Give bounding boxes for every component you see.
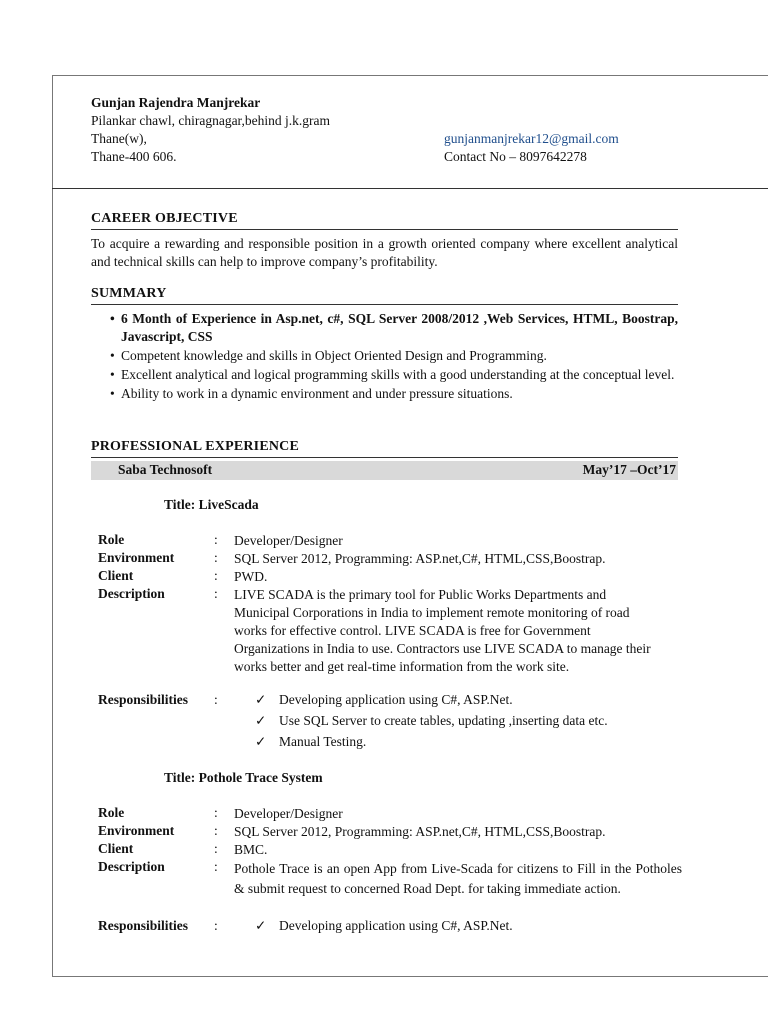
company-bar bbox=[91, 461, 678, 480]
colon: : bbox=[214, 692, 218, 707]
summary-item: • 6 Month of Experience in Asp.net, c#, SQL Server 2008/2012 ,Web Services, HTML, Boostrap, Javascript, CSS bbox=[110, 311, 678, 344]
responsibilities-label: Responsibilities bbox=[98, 692, 189, 707]
summary-list bbox=[91, 310, 678, 404]
summary-item: • Competent knowledge and skills in Object Oriented Design and Programming. bbox=[110, 348, 547, 363]
colon: : bbox=[214, 550, 218, 565]
header-divider bbox=[52, 188, 768, 189]
role-label: Role bbox=[98, 532, 125, 547]
colon: : bbox=[214, 859, 218, 874]
colon: : bbox=[214, 568, 218, 583]
check-icon: ✓ bbox=[255, 918, 267, 933]
company-name: Saba Technosoft bbox=[118, 462, 213, 477]
role-label: Role bbox=[98, 805, 125, 820]
responsibility-item: ✓ Use SQL Server to create tables, updating ,inserting data etc. bbox=[255, 713, 608, 728]
client-value: BMC. bbox=[234, 842, 268, 857]
bullet-icon: • bbox=[110, 311, 115, 326]
project-title: Title: LiveScada bbox=[164, 497, 259, 512]
bullet-icon: • bbox=[110, 367, 115, 382]
colon: : bbox=[214, 805, 218, 820]
summary-heading: SUMMARY bbox=[91, 286, 167, 301]
client-value: PWD. bbox=[234, 569, 268, 584]
role-value: Developer/Designer bbox=[234, 533, 343, 548]
bullet-icon: • bbox=[110, 348, 115, 363]
colon: : bbox=[214, 532, 218, 547]
environment-value: SQL Server 2012, Programming: ASP.net,C#, HTML,CSS,Boostrap. bbox=[234, 551, 606, 566]
address-line-2: Thane(w), bbox=[91, 131, 147, 146]
description-label: Description bbox=[98, 586, 165, 601]
address-line-1: Pilankar chawl, chiragnagar,behind j.k.gram bbox=[91, 113, 330, 128]
responsibility-item: ✓ Developing application using C#, ASP.Net. bbox=[255, 918, 513, 933]
environment-label: Environment bbox=[98, 550, 175, 565]
colon: : bbox=[214, 586, 218, 601]
description-value: LIVE SCADA is the primary tool for Public Works Departments and Municipal Corporations in India to implement remote monitoring of road works for effective control. LIVE SCADA is free for Government Organizations in India to use. Contractors use LIVE SCADA to manage their works better and get real-time information from the work site. bbox=[234, 587, 651, 674]
summary-item: • Excellent analytical and logical programming skills with a good understanding at the conceptual level. bbox=[110, 367, 675, 382]
description-value: Pothole Trace is an open App from Live-Scada for citizens to Fill in the Potholes & submit request to concerned Road Dept. for taking immediate action. bbox=[234, 861, 682, 896]
experience-heading: PROFESSIONAL EXPERIENCE bbox=[91, 439, 300, 454]
client-label: Client bbox=[98, 841, 134, 856]
summary-item: • Ability to work in a dynamic environment and under pressure situations. bbox=[110, 386, 513, 401]
environment-value: SQL Server 2012, Programming: ASP.net,C#, HTML,CSS,Boostrap. bbox=[234, 824, 606, 839]
career-objective-heading: CAREER OBJECTIVE bbox=[91, 211, 238, 226]
check-icon: ✓ bbox=[255, 713, 267, 728]
responsibility-item: ✓ Manual Testing. bbox=[255, 734, 367, 749]
bullet-icon: • bbox=[110, 386, 115, 401]
contact-number: Contact No – 8097642278 bbox=[444, 149, 587, 164]
responsibility-item: ✓ Developing application using C#, ASP.Net. bbox=[255, 692, 513, 707]
company-period: May’17 –Oct’17 bbox=[582, 462, 676, 477]
check-icon: ✓ bbox=[255, 692, 267, 707]
role-value: Developer/Designer bbox=[234, 806, 343, 821]
experience-rule bbox=[91, 457, 678, 458]
email-link[interactable]: gunjanmanjrekar12@gmail.com bbox=[444, 131, 619, 146]
check-icon: ✓ bbox=[255, 734, 267, 749]
career-objective-rule bbox=[91, 229, 678, 230]
responsibilities-label: Responsibilities bbox=[98, 918, 189, 933]
candidate-name: Gunjan Rajendra Manjrekar bbox=[91, 95, 261, 110]
address-line-3: Thane-400 606. bbox=[91, 149, 177, 164]
colon: : bbox=[214, 918, 218, 933]
career-objective-text: To acquire a rewarding and responsible position in a growth oriented company where excellent analytical and technical skills can help to improve company’s profitability. bbox=[91, 236, 678, 269]
colon: : bbox=[214, 841, 218, 856]
description-label: Description bbox=[98, 859, 165, 874]
project-title: Title: Pothole Trace System bbox=[164, 770, 323, 785]
environment-label: Environment bbox=[98, 823, 175, 838]
client-label: Client bbox=[98, 568, 134, 583]
summary-rule bbox=[91, 304, 678, 305]
colon: : bbox=[214, 823, 218, 838]
